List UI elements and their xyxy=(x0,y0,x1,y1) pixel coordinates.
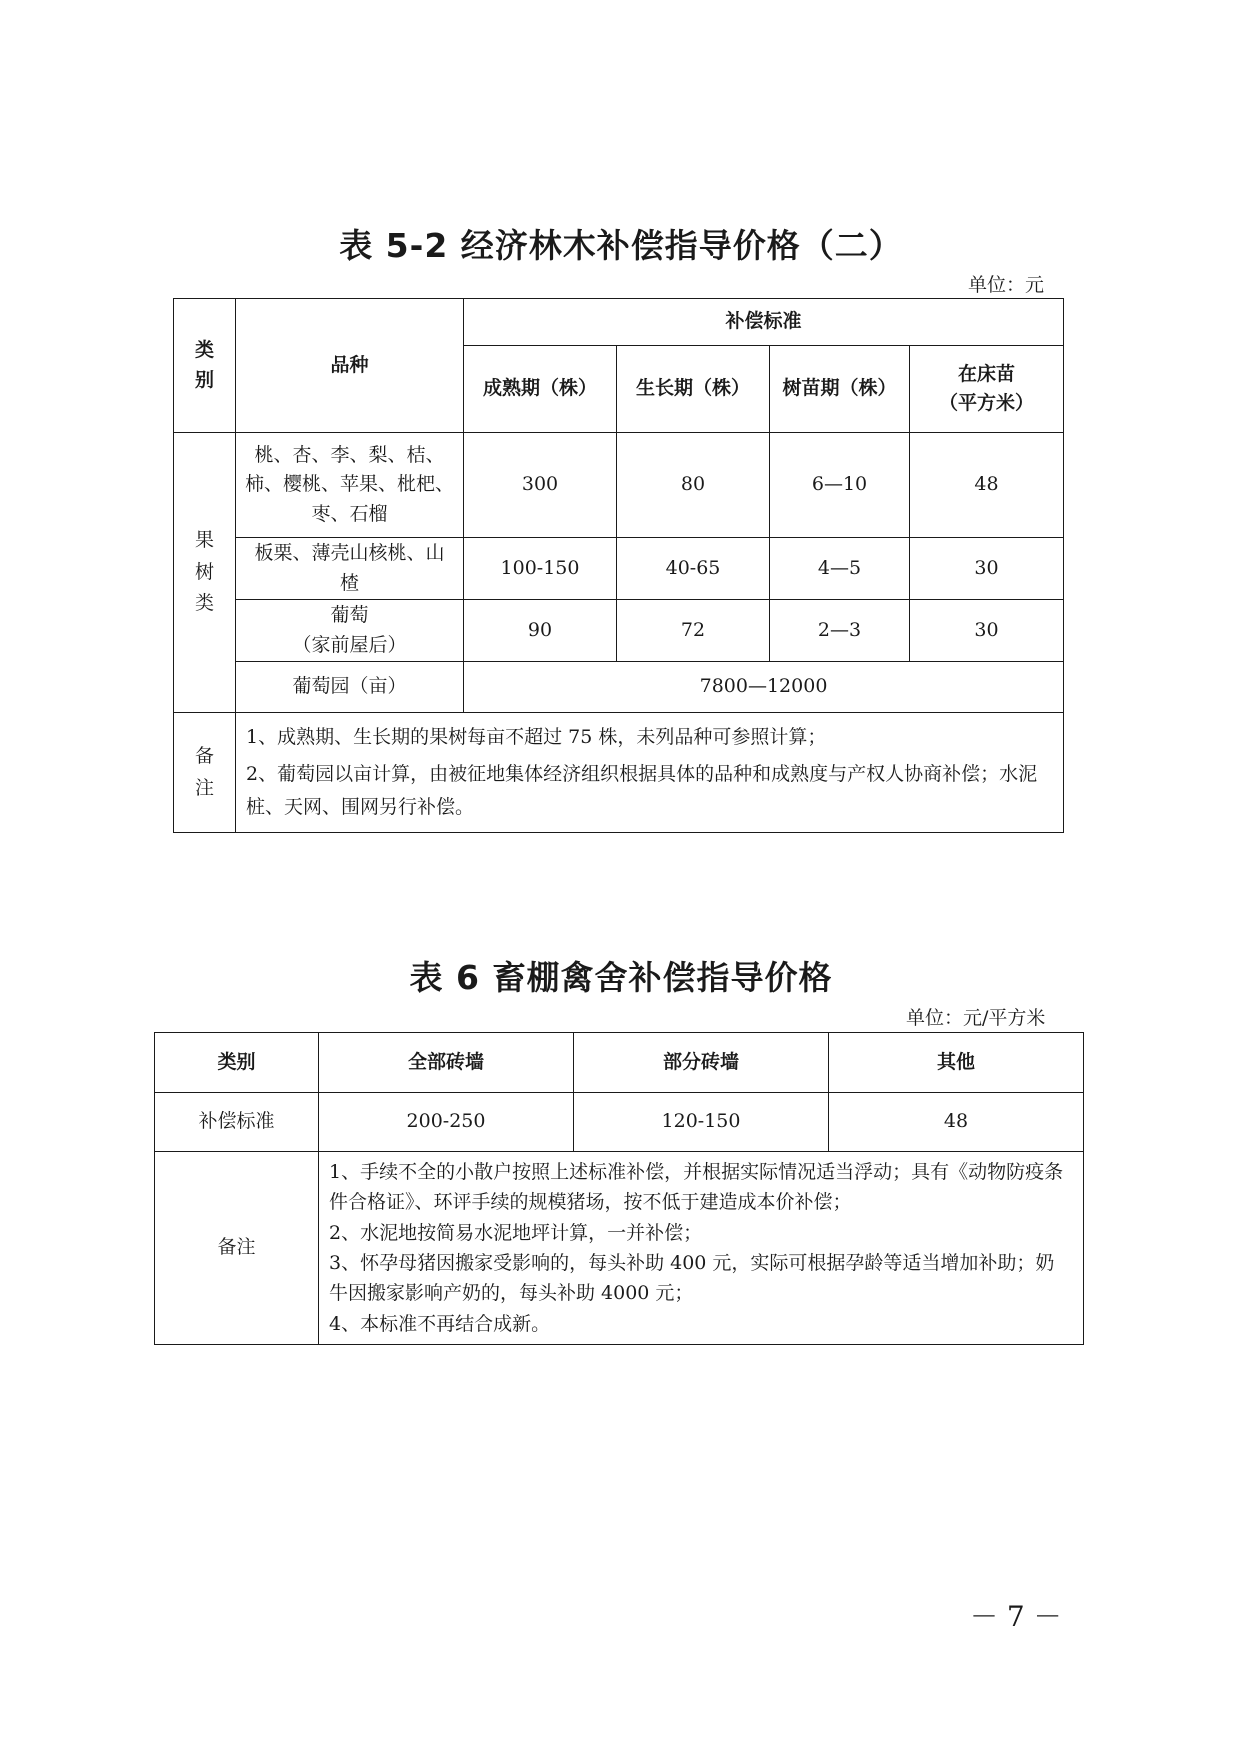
table1-title: 表 5-2 经济林木补偿指导价格（二） xyxy=(339,226,903,265)
table1-growing: 72 xyxy=(617,600,770,662)
table1-bed: 48 xyxy=(910,433,1064,538)
table1-notes xyxy=(236,713,1064,833)
table1-group-fruit: 果 树 类 xyxy=(174,433,236,713)
table1-notes-label: 备 注 xyxy=(174,713,236,833)
table2-standard-partial: 120-150 xyxy=(574,1093,829,1152)
table2-note: 4、本标准不再结合成新。 xyxy=(329,1312,551,1335)
table1-header-standard: 补偿标准 xyxy=(464,299,1064,346)
table1-header-variety: 品种 xyxy=(236,299,464,433)
table2-notes-label: 备注 xyxy=(155,1152,319,1345)
table1-mature: 90 xyxy=(464,600,617,662)
table1-variety: 桃、杏、李、梨、桔、 柿、樱桃、苹果、枇杷、 枣、石榴 xyxy=(236,433,464,538)
table1 xyxy=(173,298,1064,833)
table-row xyxy=(174,600,1064,662)
table-row xyxy=(174,433,1064,538)
table1-seedling: 2—3 xyxy=(770,600,910,662)
table2-header-full: 全部砖墙 xyxy=(319,1033,574,1093)
table2-standard-other: 48 xyxy=(829,1093,1084,1152)
table2-title: 表 6 畜棚禽舍补偿指导价格 xyxy=(409,958,833,997)
table2-note: 3、怀孕母猪因搬家受影响的，每头补助 400 元，实际可根据孕龄等适当增加补助；奶牛因搬家影响产奶的，每头补助 4000 元； xyxy=(329,1252,1055,1305)
table2-note: 1、手续不全的小散户按照上述标准补偿，并根据实际情况适当浮动；具有《动物防疫条件合格证》、环评手续的规模猪场，按不低于建造成本价补偿； xyxy=(329,1160,1064,1214)
table1-note: 1、成熟期、生长期的果树每亩不超过 75 株，未列品种可参照计算； xyxy=(246,725,827,748)
page-number: － 7 － xyxy=(970,1600,1062,1633)
table-row xyxy=(174,713,1064,833)
table2-standard-label: 补偿标准 xyxy=(155,1093,319,1152)
table1-bed: 30 xyxy=(910,600,1064,662)
table1-vineyard-price: 7800—12000 xyxy=(464,662,1064,713)
table1-bed: 30 xyxy=(910,538,1064,600)
table1-variety: 葡萄 （家前屋后） xyxy=(236,600,464,662)
table1-mature: 300 xyxy=(464,433,617,538)
table2-header-partial: 部分砖墙 xyxy=(574,1033,829,1093)
table1-variety: 板栗、薄壳山核桃、山 楂 xyxy=(236,538,464,600)
table1-header-growing: 生长期（株） xyxy=(617,346,770,433)
table1-mature: 100-150 xyxy=(464,538,617,600)
table1-seedling: 4—5 xyxy=(770,538,910,600)
table1-header-category: 类 别 xyxy=(174,299,236,433)
table1-growing: 80 xyxy=(617,433,770,538)
table2-header-other: 其他 xyxy=(829,1033,1084,1093)
table1-header-mature: 成熟期（株） xyxy=(464,346,617,433)
table1-note: 2、葡萄园以亩计算，由被征地集体经济组织根据具体的品种和成熟度与产权人协商补偿；水泥桩、天网、围网另行补偿。 xyxy=(246,762,1038,819)
table1-growing: 40-65 xyxy=(617,538,770,600)
table-row xyxy=(155,1152,1084,1345)
table1-seedling: 6—10 xyxy=(770,433,910,538)
table-row xyxy=(174,662,1064,713)
table1-vineyard-variety: 葡萄园（亩） xyxy=(236,662,464,713)
table2-note: 2、水泥地按简易水泥地坪计算，一并补偿； xyxy=(329,1221,703,1244)
table2 xyxy=(154,1032,1084,1345)
table1-header-seedling: 树苗期（株） xyxy=(770,346,910,433)
table-row xyxy=(174,538,1064,600)
table-row xyxy=(155,1093,1084,1152)
table2-header-category: 类别 xyxy=(155,1033,319,1093)
table2-standard-full: 200-250 xyxy=(319,1093,574,1152)
table2-unit: 单位：元/平方米 xyxy=(906,1007,1046,1029)
table1-unit: 单位：元 xyxy=(968,274,1045,296)
table2-notes xyxy=(319,1152,1084,1345)
table1-header-bed: 在床苗 （平方米） xyxy=(910,346,1064,433)
